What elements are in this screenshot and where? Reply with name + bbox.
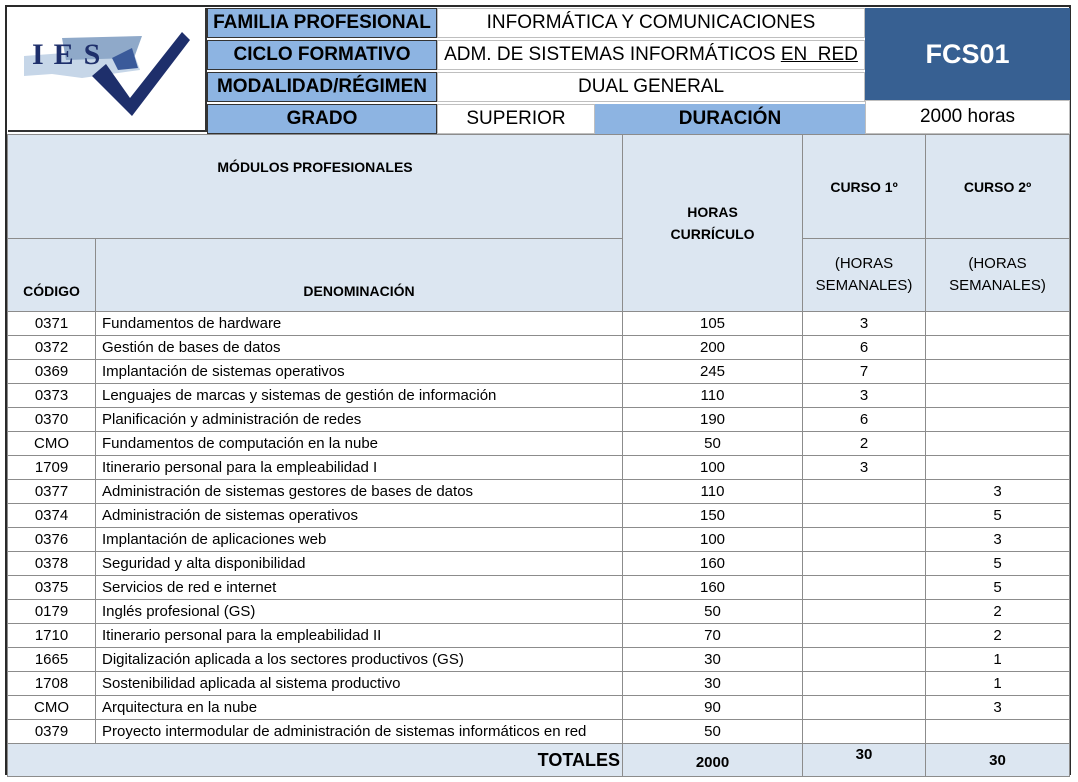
table-row bbox=[8, 528, 1070, 552]
familia-value: INFORMÁTICA Y COMUNICACIONES bbox=[437, 8, 865, 38]
module-hours: 100 bbox=[623, 456, 803, 480]
module-curso2 bbox=[926, 312, 1070, 336]
module-code: 1665 bbox=[8, 648, 96, 672]
module-code: 0376 bbox=[8, 528, 96, 552]
module-hours: 50 bbox=[623, 600, 803, 624]
module-curso2: 2 bbox=[926, 624, 1070, 648]
modules-table bbox=[7, 134, 1070, 777]
module-hours: 160 bbox=[623, 552, 803, 576]
ies-logo-icon bbox=[22, 18, 194, 118]
module-hours: 200 bbox=[623, 336, 803, 360]
module-code: 0374 bbox=[8, 504, 96, 528]
module-hours: 50 bbox=[623, 432, 803, 456]
modalidad-value: DUAL GENERAL bbox=[437, 72, 865, 102]
module-code: 0375 bbox=[8, 576, 96, 600]
module-code: 0377 bbox=[8, 480, 96, 504]
module-curso2 bbox=[926, 336, 1070, 360]
table-row bbox=[8, 480, 1070, 504]
module-code: CMO bbox=[8, 696, 96, 720]
module-name: Implantación de aplicaciones web bbox=[96, 528, 623, 552]
module-name: Planificación y administración de redes bbox=[96, 408, 623, 432]
module-hours: 70 bbox=[623, 624, 803, 648]
module-name: Digitalización aplicada a los sectores productivos (GS) bbox=[96, 648, 623, 672]
module-code: 1710 bbox=[8, 624, 96, 648]
horas-curriculo-header bbox=[623, 135, 803, 312]
table-row bbox=[8, 720, 1070, 744]
table-row bbox=[8, 504, 1070, 528]
totals-curso1: 30 bbox=[803, 744, 926, 777]
module-code: 0371 bbox=[8, 312, 96, 336]
module-name: Arquitectura en la nube bbox=[96, 696, 623, 720]
module-curso1 bbox=[803, 552, 926, 576]
table-row bbox=[8, 624, 1070, 648]
module-curso1 bbox=[803, 600, 926, 624]
table-row bbox=[8, 408, 1070, 432]
table-row bbox=[8, 696, 1070, 720]
table-row bbox=[8, 336, 1070, 360]
module-name: Seguridad y alta disponibilidad bbox=[96, 552, 623, 576]
codigo-header: CÓDIGO bbox=[8, 239, 96, 312]
module-code: 0179 bbox=[8, 600, 96, 624]
module-curso1 bbox=[803, 528, 926, 552]
school-logo bbox=[8, 8, 207, 132]
modalidad-label: MODALIDAD/RÉGIMEN bbox=[207, 72, 437, 102]
ciclo-label: CICLO FORMATIVO bbox=[207, 40, 437, 70]
module-hours: 30 bbox=[623, 648, 803, 672]
module-name: Administración de sistemas operativos bbox=[96, 504, 623, 528]
module-code: 0378 bbox=[8, 552, 96, 576]
module-curso1: 2 bbox=[803, 432, 926, 456]
curso1-header: CURSO 1º bbox=[803, 135, 926, 239]
curso2-semanales: (HORAS SEMANALES) bbox=[926, 239, 1070, 312]
module-curso1 bbox=[803, 480, 926, 504]
module-curso1 bbox=[803, 720, 926, 744]
module-name: Lenguajes de marcas y sistemas de gestión de información bbox=[96, 384, 623, 408]
module-curso1: 7 bbox=[803, 360, 926, 384]
module-code: 0372 bbox=[8, 336, 96, 360]
module-hours: 90 bbox=[623, 696, 803, 720]
table-row bbox=[8, 432, 1070, 456]
module-curso2 bbox=[926, 720, 1070, 744]
module-hours: 150 bbox=[623, 504, 803, 528]
module-hours: 190 bbox=[623, 408, 803, 432]
module-curso2 bbox=[926, 408, 1070, 432]
module-name: Itinerario personal para la empleabilidad II bbox=[96, 624, 623, 648]
module-code: 0379 bbox=[8, 720, 96, 744]
duracion-label: DURACIÓN bbox=[595, 104, 865, 134]
totals-hours: 2000 bbox=[623, 744, 803, 777]
totals-label: TOTALES bbox=[8, 744, 623, 777]
module-code: 0373 bbox=[8, 384, 96, 408]
curso2-header: CURSO 2º bbox=[926, 135, 1070, 239]
module-hours: 110 bbox=[623, 384, 803, 408]
module-hours: 245 bbox=[623, 360, 803, 384]
horas-curriculo-label: HORAS CURRÍCULO bbox=[670, 204, 755, 242]
module-curso1: 3 bbox=[803, 384, 926, 408]
cycle-code-badge: FCS01 bbox=[865, 8, 1070, 100]
module-curso2: 1 bbox=[926, 672, 1070, 696]
module-code: 0370 bbox=[8, 408, 96, 432]
table-row bbox=[8, 552, 1070, 576]
module-hours: 30 bbox=[623, 672, 803, 696]
ciclo-value bbox=[437, 40, 865, 70]
table-row bbox=[8, 312, 1070, 336]
module-curso2: 3 bbox=[926, 696, 1070, 720]
module-code: 1708 bbox=[8, 672, 96, 696]
table-row bbox=[8, 576, 1070, 600]
module-curso2 bbox=[926, 384, 1070, 408]
module-hours: 105 bbox=[623, 312, 803, 336]
module-name: Sostenibilidad aplicada al sistema productivo bbox=[96, 672, 623, 696]
denominacion-header: DENOMINACIÓN bbox=[96, 239, 623, 312]
module-curso2 bbox=[926, 456, 1070, 480]
module-curso2: 5 bbox=[926, 552, 1070, 576]
module-curso1 bbox=[803, 672, 926, 696]
table-row bbox=[8, 384, 1070, 408]
module-hours: 100 bbox=[623, 528, 803, 552]
table-row bbox=[8, 648, 1070, 672]
duracion-value: 2000 horas bbox=[865, 100, 1070, 134]
svg-text:IES: IES bbox=[32, 38, 111, 71]
module-curso1 bbox=[803, 696, 926, 720]
module-curso1 bbox=[803, 648, 926, 672]
module-code: CMO bbox=[8, 432, 96, 456]
module-name: Implantación de sistemas operativos bbox=[96, 360, 623, 384]
module-curso2: 1 bbox=[926, 648, 1070, 672]
ciclo-value-underlined: EN RED bbox=[780, 44, 858, 65]
modulos-header: MÓDULOS PROFESIONALES bbox=[8, 135, 623, 239]
module-name: Itinerario personal para la empleabilidad I bbox=[96, 456, 623, 480]
module-code: 0369 bbox=[8, 360, 96, 384]
grado-value: SUPERIOR bbox=[437, 104, 595, 134]
module-curso2 bbox=[926, 360, 1070, 384]
totals-curso2: 30 bbox=[926, 744, 1070, 777]
module-name: Inglés profesional (GS) bbox=[96, 600, 623, 624]
curso1-semanales: (HORAS SEMANALES) bbox=[803, 239, 926, 312]
module-curso2: 5 bbox=[926, 504, 1070, 528]
module-hours: 160 bbox=[623, 576, 803, 600]
table-row bbox=[8, 672, 1070, 696]
module-name: Servicios de red e internet bbox=[96, 576, 623, 600]
modules-rows bbox=[8, 312, 1070, 744]
grado-label: GRADO bbox=[207, 104, 437, 134]
module-curso2: 3 bbox=[926, 528, 1070, 552]
module-curso1: 6 bbox=[803, 408, 926, 432]
module-name: Gestión de bases de datos bbox=[96, 336, 623, 360]
module-curso1 bbox=[803, 504, 926, 528]
module-code: 1709 bbox=[8, 456, 96, 480]
module-curso1: 3 bbox=[803, 312, 926, 336]
module-name: Proyecto intermodular de administración de sistemas informáticos en red bbox=[96, 720, 623, 744]
module-curso1: 6 bbox=[803, 336, 926, 360]
module-curso2: 5 bbox=[926, 576, 1070, 600]
table-row bbox=[8, 600, 1070, 624]
module-curso1: 3 bbox=[803, 456, 926, 480]
module-hours: 110 bbox=[623, 480, 803, 504]
module-name: Administración de sistemas gestores de bases de datos bbox=[96, 480, 623, 504]
module-curso1 bbox=[803, 576, 926, 600]
module-curso1 bbox=[803, 624, 926, 648]
module-name: Fundamentos de hardware bbox=[96, 312, 623, 336]
ciclo-value-main: ADM. DE SISTEMAS INFORMÁTICOS bbox=[444, 44, 781, 65]
module-curso2 bbox=[926, 432, 1070, 456]
module-curso2: 3 bbox=[926, 480, 1070, 504]
module-name: Fundamentos de computación en la nube bbox=[96, 432, 623, 456]
table-row bbox=[8, 360, 1070, 384]
module-curso2: 2 bbox=[926, 600, 1070, 624]
module-hours: 50 bbox=[623, 720, 803, 744]
familia-label: FAMILIA PROFESIONAL bbox=[207, 8, 437, 38]
table-row bbox=[8, 456, 1070, 480]
